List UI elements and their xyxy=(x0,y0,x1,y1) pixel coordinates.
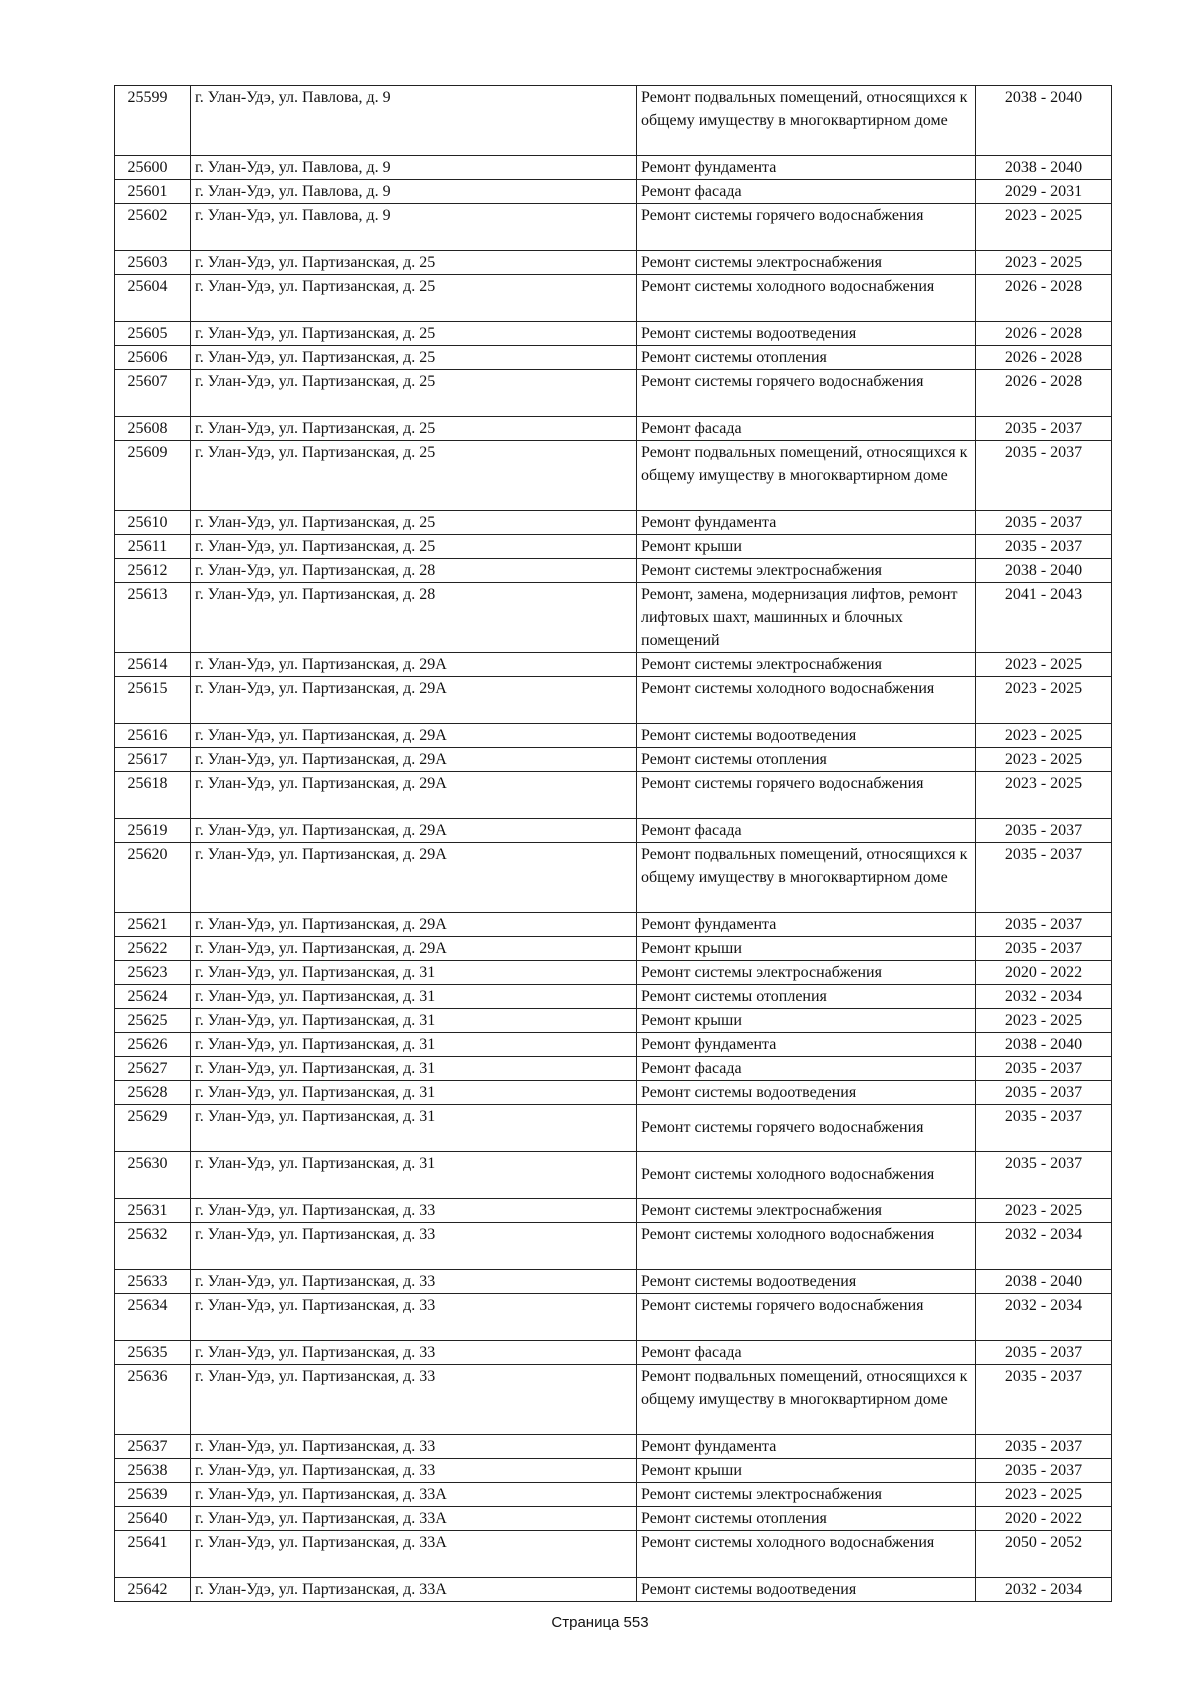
row-number: 25615 xyxy=(115,677,191,724)
work-type-cell: Ремонт системы электроснабжения xyxy=(637,1199,976,1223)
work-type-cell: Ремонт фасада xyxy=(637,1057,976,1081)
page-number: Страница 553 xyxy=(551,1614,649,1631)
work-type-cell: Ремонт фундамента xyxy=(637,511,976,535)
table-row xyxy=(115,251,1112,275)
table-row xyxy=(115,819,1112,843)
table-row xyxy=(115,1009,1112,1033)
address-cell: г. Улан-Удэ, ул. Партизанская, д. 33 xyxy=(191,1199,637,1223)
period-cell: 2026 - 2028 xyxy=(976,370,1112,417)
work-type-cell: Ремонт системы отопления xyxy=(637,985,976,1009)
period-cell: 2038 - 2040 xyxy=(976,1033,1112,1057)
row-number: 25642 xyxy=(115,1578,191,1602)
work-type-cell: Ремонт системы отопления xyxy=(637,748,976,772)
work-type-cell: Ремонт системы горячего водоснабжения xyxy=(637,772,976,819)
table-row xyxy=(115,1341,1112,1365)
period-cell: 2038 - 2040 xyxy=(976,1270,1112,1294)
work-type-cell: Ремонт системы отопления xyxy=(637,1507,976,1531)
period-cell: 2035 - 2037 xyxy=(976,1365,1112,1435)
address-cell: г. Улан-Удэ, ул. Партизанская, д. 33 xyxy=(191,1435,637,1459)
table-row xyxy=(115,1081,1112,1105)
row-number: 25617 xyxy=(115,748,191,772)
row-number: 25619 xyxy=(115,819,191,843)
work-type-cell: Ремонт системы холодного водоснабжения xyxy=(637,275,976,322)
work-type-cell: Ремонт фасада xyxy=(637,417,976,441)
table-row xyxy=(115,937,1112,961)
repair-schedule-table xyxy=(114,85,1112,1602)
address-cell: г. Улан-Удэ, ул. Партизанская, д. 31 xyxy=(191,1152,637,1199)
address-cell: г. Улан-Удэ, ул. Партизанская, д. 31 xyxy=(191,1057,637,1081)
table-row xyxy=(115,772,1112,819)
address-cell: г. Улан-Удэ, ул. Партизанская, д. 31 xyxy=(191,961,637,985)
address-cell: г. Улан-Удэ, ул. Партизанская, д. 33А xyxy=(191,1578,637,1602)
period-cell: 2023 - 2025 xyxy=(976,653,1112,677)
address-cell: г. Улан-Удэ, ул. Партизанская, д. 29А xyxy=(191,819,637,843)
address-cell: г. Улан-Удэ, ул. Партизанская, д. 33А xyxy=(191,1507,637,1531)
address-cell: г. Улан-Удэ, ул. Партизанская, д. 29А xyxy=(191,843,637,913)
table-row xyxy=(115,748,1112,772)
work-type-cell: Ремонт подвальных помещений, относящихся к общему имуществу в многоквартирном доме xyxy=(637,1365,976,1435)
period-cell: 2023 - 2025 xyxy=(976,724,1112,748)
period-cell: 2035 - 2037 xyxy=(976,1341,1112,1365)
address-cell: г. Улан-Удэ, ул. Павлова, д. 9 xyxy=(191,86,637,156)
row-number: 25599 xyxy=(115,86,191,156)
address-cell: г. Улан-Удэ, ул. Павлова, д. 9 xyxy=(191,156,637,180)
period-cell: 2032 - 2034 xyxy=(976,985,1112,1009)
row-number: 25638 xyxy=(115,1459,191,1483)
address-cell: г. Улан-Удэ, ул. Партизанская, д. 33 xyxy=(191,1341,637,1365)
period-cell: 2035 - 2037 xyxy=(976,843,1112,913)
row-number: 25629 xyxy=(115,1105,191,1152)
row-number: 25601 xyxy=(115,180,191,204)
period-cell: 2038 - 2040 xyxy=(976,86,1112,156)
row-number: 25608 xyxy=(115,417,191,441)
period-cell: 2023 - 2025 xyxy=(976,772,1112,819)
work-type-cell: Ремонт фасада xyxy=(637,1341,976,1365)
row-number: 25603 xyxy=(115,251,191,275)
table-row xyxy=(115,913,1112,937)
table-row xyxy=(115,653,1112,677)
row-number: 25640 xyxy=(115,1507,191,1531)
address-cell: г. Улан-Удэ, ул. Партизанская, д. 25 xyxy=(191,275,637,322)
address-cell: г. Улан-Удэ, ул. Партизанская, д. 25 xyxy=(191,417,637,441)
work-type-cell: Ремонт системы электроснабжения xyxy=(637,559,976,583)
table-row xyxy=(115,204,1112,251)
period-cell: 2023 - 2025 xyxy=(976,251,1112,275)
row-number: 25610 xyxy=(115,511,191,535)
row-number: 25614 xyxy=(115,653,191,677)
row-number: 25605 xyxy=(115,322,191,346)
row-number: 25639 xyxy=(115,1483,191,1507)
row-number: 25635 xyxy=(115,1341,191,1365)
work-type-cell: Ремонт фундамента xyxy=(637,913,976,937)
table-row xyxy=(115,1294,1112,1341)
work-type-cell: Ремонт системы водоотведения xyxy=(637,1578,976,1602)
work-type-cell: Ремонт системы холодного водоснабжения xyxy=(637,677,976,724)
table-row xyxy=(115,1507,1112,1531)
address-cell: г. Улан-Удэ, ул. Павлова, д. 9 xyxy=(191,204,637,251)
address-cell: г. Улан-Удэ, ул. Партизанская, д. 29А xyxy=(191,724,637,748)
work-type-cell: Ремонт крыши xyxy=(637,535,976,559)
row-number: 25625 xyxy=(115,1009,191,1033)
work-type-cell: Ремонт крыши xyxy=(637,1009,976,1033)
table-row xyxy=(115,1365,1112,1435)
table-row xyxy=(115,1459,1112,1483)
table-row xyxy=(115,961,1112,985)
period-cell: 2035 - 2037 xyxy=(976,1152,1112,1199)
period-cell: 2026 - 2028 xyxy=(976,322,1112,346)
work-type-cell: Ремонт системы водоотведения xyxy=(637,1270,976,1294)
work-type-cell: Ремонт системы электроснабжения xyxy=(637,1483,976,1507)
period-cell: 2023 - 2025 xyxy=(976,1199,1112,1223)
address-cell: г. Улан-Удэ, ул. Партизанская, д. 28 xyxy=(191,583,637,653)
address-cell: г. Улан-Удэ, ул. Партизанская, д. 33А xyxy=(191,1483,637,1507)
work-type-cell: Ремонт системы водоотведения xyxy=(637,322,976,346)
address-cell: г. Улан-Удэ, ул. Партизанская, д. 29А xyxy=(191,653,637,677)
table-row xyxy=(115,370,1112,417)
period-cell: 2026 - 2028 xyxy=(976,275,1112,322)
row-number: 25612 xyxy=(115,559,191,583)
table-row xyxy=(115,441,1112,511)
table-row xyxy=(115,180,1112,204)
row-number: 25600 xyxy=(115,156,191,180)
table-row xyxy=(115,1223,1112,1270)
row-number: 25624 xyxy=(115,985,191,1009)
table-row xyxy=(115,1033,1112,1057)
address-cell: г. Улан-Удэ, ул. Партизанская, д. 31 xyxy=(191,1009,637,1033)
work-type-cell: Ремонт фундамента xyxy=(637,156,976,180)
period-cell: 2023 - 2025 xyxy=(976,1483,1112,1507)
work-type-cell: Ремонт фасада xyxy=(637,819,976,843)
address-cell: г. Улан-Удэ, ул. Партизанская, д. 29А xyxy=(191,677,637,724)
row-number: 25637 xyxy=(115,1435,191,1459)
table-row xyxy=(115,1578,1112,1602)
work-type-cell: Ремонт системы горячего водоснабжения xyxy=(637,1294,976,1341)
period-cell: 2032 - 2034 xyxy=(976,1578,1112,1602)
row-number: 25609 xyxy=(115,441,191,511)
work-type-cell: Ремонт подвальных помещений, относящихся к общему имуществу в многоквартирном доме xyxy=(637,843,976,913)
work-type-cell: Ремонт системы горячего водоснабжения xyxy=(637,1105,976,1152)
period-cell: 2035 - 2037 xyxy=(976,937,1112,961)
row-number: 25633 xyxy=(115,1270,191,1294)
address-cell: г. Улан-Удэ, ул. Партизанская, д. 31 xyxy=(191,1033,637,1057)
address-cell: г. Улан-Удэ, ул. Партизанская, д. 33 xyxy=(191,1270,637,1294)
period-cell: 2020 - 2022 xyxy=(976,1507,1112,1531)
address-cell: г. Улан-Удэ, ул. Партизанская, д. 29А xyxy=(191,937,637,961)
row-number: 25641 xyxy=(115,1531,191,1578)
address-cell: г. Улан-Удэ, ул. Павлова, д. 9 xyxy=(191,180,637,204)
row-number: 25606 xyxy=(115,346,191,370)
address-cell: г. Улан-Удэ, ул. Партизанская, д. 33 xyxy=(191,1223,637,1270)
table-row xyxy=(115,275,1112,322)
work-type-cell: Ремонт фасада xyxy=(637,180,976,204)
table-row xyxy=(115,677,1112,724)
row-number: 25626 xyxy=(115,1033,191,1057)
period-cell: 2035 - 2037 xyxy=(976,819,1112,843)
table-row xyxy=(115,1435,1112,1459)
work-type-cell: Ремонт фундамента xyxy=(637,1435,976,1459)
table-row xyxy=(115,583,1112,653)
row-number: 25616 xyxy=(115,724,191,748)
table-row xyxy=(115,1105,1112,1152)
row-number: 25631 xyxy=(115,1199,191,1223)
table-row xyxy=(115,1531,1112,1578)
work-type-cell: Ремонт системы электроснабжения xyxy=(637,653,976,677)
address-cell: г. Улан-Удэ, ул. Партизанская, д. 33 xyxy=(191,1294,637,1341)
period-cell: 2023 - 2025 xyxy=(976,1009,1112,1033)
address-cell: г. Улан-Удэ, ул. Партизанская, д. 29А xyxy=(191,913,637,937)
address-cell: г. Улан-Удэ, ул. Партизанская, д. 25 xyxy=(191,535,637,559)
period-cell: 2035 - 2037 xyxy=(976,535,1112,559)
row-number: 25627 xyxy=(115,1057,191,1081)
address-cell: г. Улан-Удэ, ул. Партизанская, д. 33 xyxy=(191,1459,637,1483)
work-type-cell: Ремонт системы холодного водоснабжения xyxy=(637,1531,976,1578)
address-cell: г. Улан-Удэ, ул. Партизанская, д. 25 xyxy=(191,346,637,370)
row-number: 25621 xyxy=(115,913,191,937)
period-cell: 2026 - 2028 xyxy=(976,346,1112,370)
work-type-cell: Ремонт системы холодного водоснабжения xyxy=(637,1223,976,1270)
row-number: 25613 xyxy=(115,583,191,653)
address-cell: г. Улан-Удэ, ул. Партизанская, д. 31 xyxy=(191,1105,637,1152)
period-cell: 2038 - 2040 xyxy=(976,559,1112,583)
row-number: 25611 xyxy=(115,535,191,559)
address-cell: г. Улан-Удэ, ул. Партизанская, д. 25 xyxy=(191,322,637,346)
address-cell: г. Улан-Удэ, ул. Партизанская, д. 33 xyxy=(191,1365,637,1435)
address-cell: г. Улан-Удэ, ул. Партизанская, д. 29А xyxy=(191,748,637,772)
row-number: 25632 xyxy=(115,1223,191,1270)
address-cell: г. Улан-Удэ, ул. Партизанская, д. 31 xyxy=(191,1081,637,1105)
work-type-cell: Ремонт крыши xyxy=(637,1459,976,1483)
period-cell: 2023 - 2025 xyxy=(976,748,1112,772)
row-number: 25630 xyxy=(115,1152,191,1199)
row-number: 25620 xyxy=(115,843,191,913)
address-cell: г. Улан-Удэ, ул. Партизанская, д. 33А xyxy=(191,1531,637,1578)
address-cell: г. Улан-Удэ, ул. Партизанская, д. 31 xyxy=(191,985,637,1009)
table-row xyxy=(115,724,1112,748)
table-row xyxy=(115,156,1112,180)
row-number: 25628 xyxy=(115,1081,191,1105)
row-number: 25622 xyxy=(115,937,191,961)
period-cell: 2041 - 2043 xyxy=(976,583,1112,653)
period-cell: 2032 - 2034 xyxy=(976,1294,1112,1341)
work-type-cell: Ремонт системы горячего водоснабжения xyxy=(637,370,976,417)
period-cell: 2035 - 2037 xyxy=(976,417,1112,441)
period-cell: 2035 - 2037 xyxy=(976,1057,1112,1081)
period-cell: 2035 - 2037 xyxy=(976,511,1112,535)
period-cell: 2035 - 2037 xyxy=(976,1105,1112,1152)
table-row xyxy=(115,1270,1112,1294)
work-type-cell: Ремонт системы отопления xyxy=(637,346,976,370)
period-cell: 2020 - 2022 xyxy=(976,961,1112,985)
table-row xyxy=(115,417,1112,441)
work-type-cell: Ремонт системы электроснабжения xyxy=(637,251,976,275)
row-number: 25623 xyxy=(115,961,191,985)
address-cell: г. Улан-Удэ, ул. Партизанская, д. 28 xyxy=(191,559,637,583)
period-cell: 2035 - 2037 xyxy=(976,1081,1112,1105)
work-type-cell: Ремонт подвальных помещений, относящихся к общему имуществу в многоквартирном доме xyxy=(637,86,976,156)
work-type-cell: Ремонт системы электроснабжения xyxy=(637,961,976,985)
row-number: 25607 xyxy=(115,370,191,417)
period-cell: 2023 - 2025 xyxy=(976,204,1112,251)
table-row xyxy=(115,985,1112,1009)
period-cell: 2032 - 2034 xyxy=(976,1223,1112,1270)
table-row xyxy=(115,1152,1112,1199)
row-number: 25618 xyxy=(115,772,191,819)
address-cell: г. Улан-Удэ, ул. Партизанская, д. 29А xyxy=(191,772,637,819)
row-number: 25604 xyxy=(115,275,191,322)
table-row xyxy=(115,843,1112,913)
work-type-cell: Ремонт подвальных помещений, относящихся к общему имуществу в многоквартирном доме xyxy=(637,441,976,511)
period-cell: 2038 - 2040 xyxy=(976,156,1112,180)
period-cell: 2023 - 2025 xyxy=(976,677,1112,724)
table-row xyxy=(115,559,1112,583)
table-row xyxy=(115,511,1112,535)
period-cell: 2035 - 2037 xyxy=(976,441,1112,511)
period-cell: 2029 - 2031 xyxy=(976,180,1112,204)
row-number: 25636 xyxy=(115,1365,191,1435)
table-row xyxy=(115,1199,1112,1223)
address-cell: г. Улан-Удэ, ул. Партизанская, д. 25 xyxy=(191,251,637,275)
address-cell: г. Улан-Удэ, ул. Партизанская, д. 25 xyxy=(191,370,637,417)
table-row xyxy=(115,535,1112,559)
work-type-cell: Ремонт фундамента xyxy=(637,1033,976,1057)
work-type-cell: Ремонт системы холодного водоснабжения xyxy=(637,1152,976,1199)
table-row xyxy=(115,346,1112,370)
table-row xyxy=(115,1057,1112,1081)
period-cell: 2050 - 2052 xyxy=(976,1531,1112,1578)
address-cell: г. Улан-Удэ, ул. Партизанская, д. 25 xyxy=(191,441,637,511)
row-number: 25602 xyxy=(115,204,191,251)
work-type-cell: Ремонт системы водоотведения xyxy=(637,724,976,748)
work-type-cell: Ремонт системы водоотведения xyxy=(637,1081,976,1105)
work-type-cell: Ремонт, замена, модернизация лифтов, ремонт лифтовых шахт, машинных и блочных помещений xyxy=(637,583,976,653)
address-cell: г. Улан-Удэ, ул. Партизанская, д. 25 xyxy=(191,511,637,535)
work-type-cell: Ремонт крыши xyxy=(637,937,976,961)
row-number: 25634 xyxy=(115,1294,191,1341)
work-type-cell: Ремонт системы горячего водоснабжения xyxy=(637,204,976,251)
period-cell: 2035 - 2037 xyxy=(976,913,1112,937)
table-row xyxy=(115,1483,1112,1507)
period-cell: 2035 - 2037 xyxy=(976,1435,1112,1459)
table-row xyxy=(115,86,1112,156)
table-body xyxy=(115,86,1112,1602)
period-cell: 2035 - 2037 xyxy=(976,1459,1112,1483)
table-row xyxy=(115,322,1112,346)
